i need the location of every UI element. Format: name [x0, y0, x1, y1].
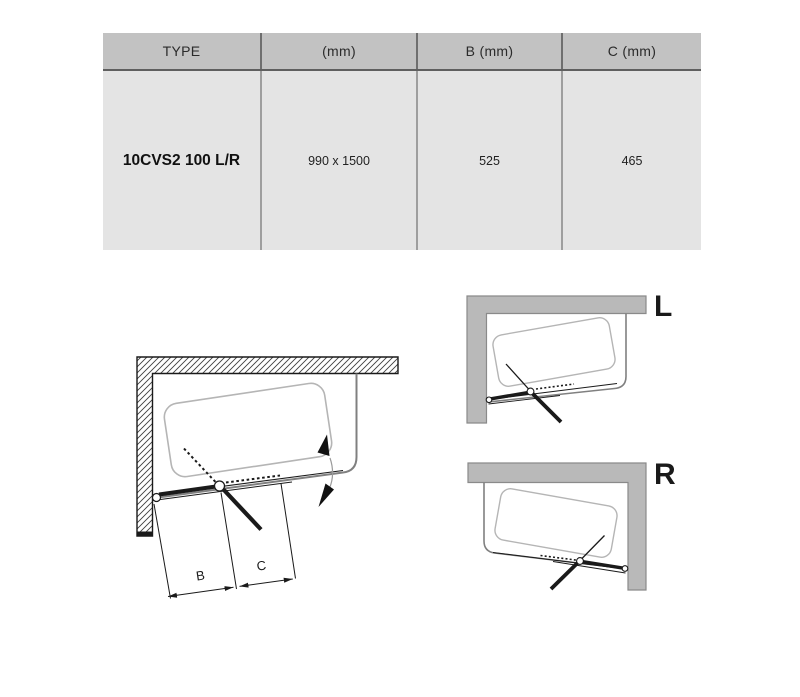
swing-door-panel [533, 394, 562, 423]
gray-wall [467, 296, 646, 423]
bathtub-outline [493, 487, 618, 559]
main-top-view-diagram [137, 357, 399, 599]
dimension-c-label: C [255, 557, 268, 574]
wall-bracket-icon [153, 494, 161, 502]
header-c-mm: C (mm) [607, 43, 657, 59]
hinge-pivot-icon [577, 558, 584, 565]
cell-model-name: 10CVS2 100 L/R [103, 71, 262, 250]
dimension-b-label: B [194, 567, 206, 584]
wall-end-cap [137, 532, 154, 537]
swing-arc [330, 458, 333, 488]
left-variant-label: L [654, 290, 673, 323]
hinge-pivot-icon [215, 481, 225, 491]
right-variant-label: R [654, 458, 676, 491]
enclosure-outline [484, 483, 624, 569]
dimension-annotations [154, 484, 296, 599]
cell-c-value: 465 [621, 153, 643, 168]
cell-size: 990 x 1500 [262, 71, 418, 250]
right-variant-diagram [468, 458, 676, 590]
extension-line-middle [221, 493, 237, 590]
hatched-wall [137, 357, 398, 536]
header-type: TYPE [103, 33, 262, 69]
swing-door-panel [224, 490, 262, 530]
wall-bracket-icon [486, 397, 492, 403]
header-b-mm: B (mm) [418, 33, 563, 69]
dimension-line-c [240, 579, 293, 586]
extension-line-right [281, 484, 296, 579]
bathtub-outline [491, 316, 616, 388]
spec-table [103, 33, 701, 250]
left-variant-diagram [467, 290, 672, 423]
spec-table-header-row [103, 33, 701, 71]
dimension-line-b [168, 587, 234, 596]
seal-strip-dotted [536, 384, 574, 389]
extension-line-left [154, 504, 171, 599]
drawings-svg [0, 252, 800, 692]
technical-drawings [0, 252, 800, 692]
cell-b-value: 525 [418, 71, 563, 250]
hinge-pivot-icon [527, 388, 534, 395]
swing-arrowhead-up-icon [318, 435, 330, 457]
wall-bracket-icon [622, 566, 628, 572]
spec-table-data-row [103, 71, 701, 250]
enclosure-outline [490, 314, 626, 402]
swing-arrowhead-down-icon [319, 484, 335, 508]
swing-door-panel [551, 563, 578, 590]
bathtub-outline [162, 381, 333, 478]
gray-wall [468, 463, 646, 590]
header-size-mm: (mm) [262, 33, 418, 69]
